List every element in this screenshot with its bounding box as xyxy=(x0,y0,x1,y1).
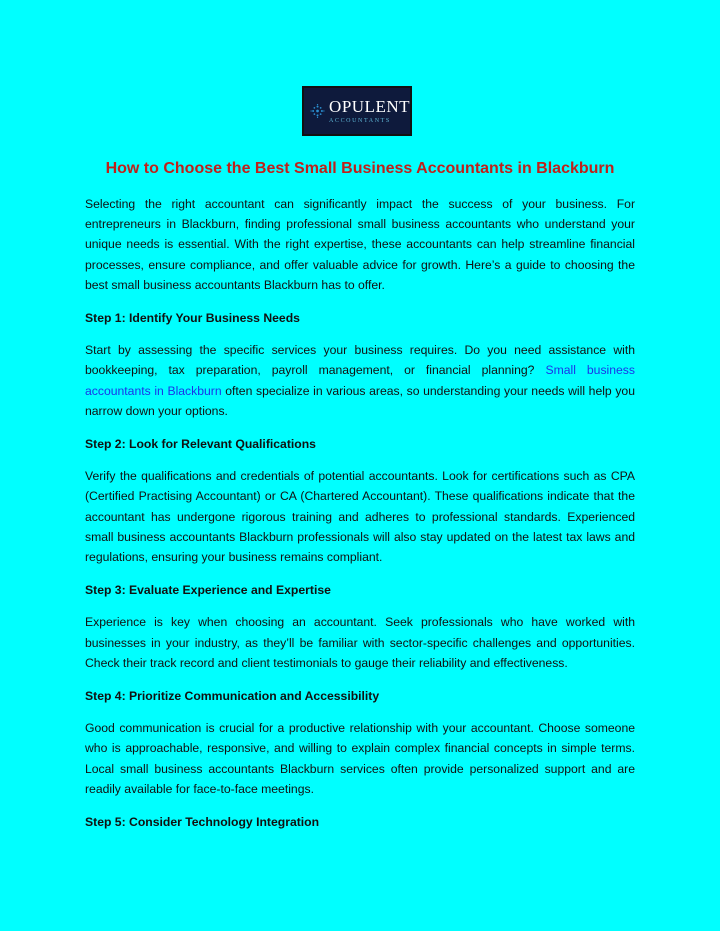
step3-paragraph: Experience is key when choosing an accountant. Seek professionals who have worked with businesses in your industry, as they’ll be familiar with sector-specific challenges and opportunities. Check their track record and client testimonials to gauge their reliability and effectiveness. xyxy=(85,615,635,670)
step5-heading: Step 5: Consider Technology Integration xyxy=(85,815,320,830)
logo-mark-icon xyxy=(310,99,325,123)
step4-paragraph: Good communication is crucial for a productive relationship with your accountant. Choose someone who is approachable, responsive, and willing to explain complex financial concepts in simple terms. Local small business accountants Blackburn services often provide personalized support and are readily available for face-to-face meetings. xyxy=(85,721,635,796)
logo-text xyxy=(329,98,410,124)
intro-paragraph: Selecting the right accountant can significantly impact the success of your business. For entrepreneurs in Blackburn, finding professional small business accountants who understand your unique needs is essential. With the right expertise, these accountants can help streamline financial processes, ensure compliance, and offer valuable advice for growth. Here’s a guide to choosing the best small business accountants Blackburn has to offer. xyxy=(85,197,635,292)
step3-heading: Step 3: Evaluate Experience and Expertise xyxy=(85,583,331,598)
step2-heading: Step 2: Look for Relevant Qualifications xyxy=(85,437,316,452)
small-business-accountants-link[interactable]: Small business accountants in Blackburn xyxy=(85,363,635,398)
step2-paragraph: Verify the qualifications and credentials of potential accountants. Look for certifications such as CPA (Certified Practising Accountant) or CA (Chartered Accountant). These qualifications indicate that the accountant has undergone rigorous training and adheres to professional standards. Experienced small business accountants Blackburn professionals will also stay updated on the latest tax laws and regulations, ensuring your business remains compliant. xyxy=(85,469,635,565)
step1-text-before: Start by assessing the specific services your business requires. Do you need assistance with bookkeeping, tax preparation, payroll management, or financial planning? xyxy=(85,343,635,378)
company-logo xyxy=(302,86,412,136)
logo-subtitle: ACCOUNTANTS xyxy=(329,118,391,124)
step1-text-after: often specialize in various areas, so understanding your needs will help you narrow down your options. xyxy=(85,383,635,418)
article-body xyxy=(85,194,635,844)
step4-heading: Step 4: Prioritize Communication and Accessibility xyxy=(85,689,380,704)
logo-name: OPULENT xyxy=(329,97,410,116)
page-title: How to Choose the Best Small Business Accountants in Blackburn xyxy=(105,160,615,177)
step1-heading: Step 1: Identify Your Business Needs xyxy=(85,311,300,326)
step1-paragraph xyxy=(85,340,635,421)
